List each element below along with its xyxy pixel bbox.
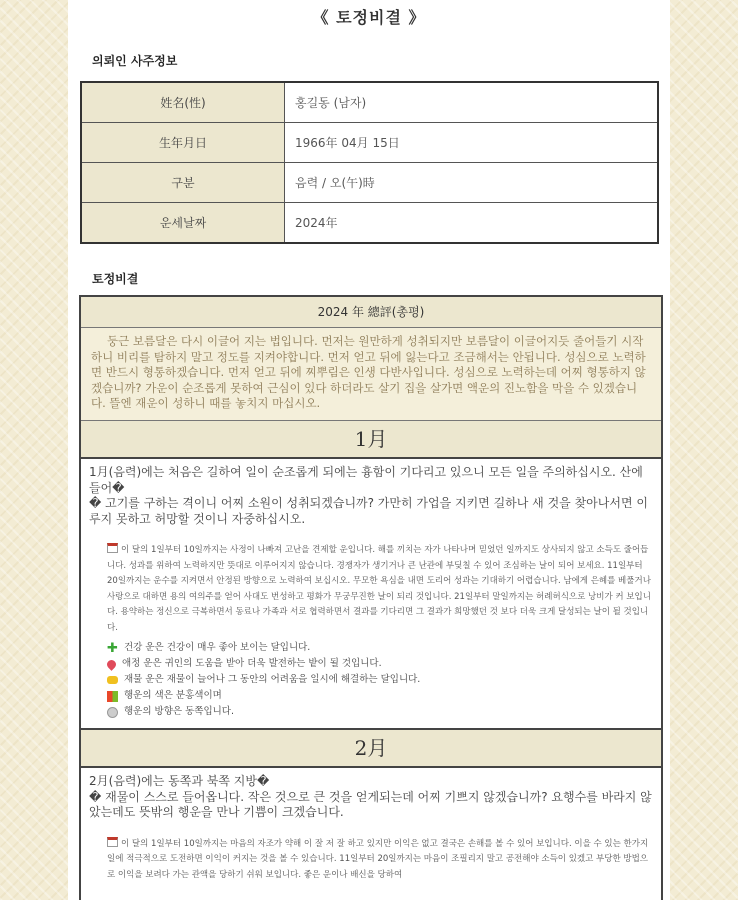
- calendar-type-label: 구분: [81, 163, 285, 203]
- love-icon: [105, 658, 118, 671]
- fortune-direction-text: 행운의 방향은 동쪽입니다.: [124, 706, 235, 717]
- document-page: [68, 0, 670, 900]
- month-detail-2: [107, 837, 651, 884]
- year-summary-text: 둥근 보름달은 다시 이글어 지는 법입니다. 먼저는 원만하게 성취되지만 보름달이 이글어지듯 줄어들기 시작하니 비리를 탐하지 말고 정도를 지켜야합니다. 먼저 얻고 뒤에 잃는다고 조금해서는 안됩니다. 성심으로 노력하면 반드시 형통하겠습니다. 먼저 얻고 뒤에 찌뿌림은 인생 다반사입니다. 성심으로 노력하는데 어찌 형통하지 않겠습니까? 가운이 순조롭게 못하여 근심이 있다 하더라도 살기 집을 살가면 액운의 진노함을 막을 수 있겠습니다. 뜰엔 재운이 성하니 때를 놓치지 마십시오.: [81, 328, 661, 421]
- name-value: 홍길동 (남자): [285, 82, 659, 123]
- list-item: [107, 688, 661, 704]
- fortune-year-value: 2024年: [285, 203, 659, 244]
- saju-info-table: [80, 81, 659, 244]
- month-heading-1: 1月: [81, 421, 661, 459]
- section-title-tojeong: 토정비결: [92, 272, 139, 286]
- list-item: [107, 656, 661, 672]
- fortune-list-1: [107, 640, 661, 720]
- fortune-health-text: 건강 운은 건강이 매우 좋아 보이는 달입니다.: [124, 642, 311, 653]
- list-item: [107, 704, 661, 720]
- table-row: [81, 123, 658, 163]
- table-row: [81, 82, 658, 123]
- section-title-saju: 의뢰인 사주정보: [92, 54, 178, 68]
- month-summary-2: 2月(음력)에는 동쪽과 북쪽 지방� � 재물이 스스로 들어옵니다. 작은 것으로 큰 것을 얻게되는데 어찌 기쁘지 않겠습니까? 요행수를 바라지 않았는데도 뜻밖의 행운을 만나 기쁨이 크겠습니다.: [89, 774, 652, 819]
- fortune-year-label: 운세날짜: [81, 203, 285, 244]
- table-row: [81, 163, 658, 203]
- calendar-type-value: 음력 / 오(午)時: [285, 163, 659, 203]
- list-item: [107, 672, 661, 688]
- month-detail-text-1: 이 달의 1일부터 10일까지는 사정이 나빠져 고난을 견제할 운입니다. 해를 끼치는 자가 나타나며 믿었던 일까지도 상사되지 않고 소득도 줄어듭니다. 성과를 위하여 노력하지만 뜻대로 이루어지지 않습니다. 경쟁자가 생기거나 큰 난관에 부딪칠 수 있어 조심하는 날이 되어 보세요. 11일부터 20일까지는 운수를 지켜면서 안정된 방향으로 노력하여 보십시오. 무모한 욕심을 내면 도리어 성과는 기대하기 어렵습니다. 남에게 은혜를 베풀거나 사랑으로 대하면 용의 여의주를 얻어 사대도 번성하고 평화가 무궁무진한 날이 되리 것입니다. 21일부터 말일까지는 허례허식으로 낭비가 커 보입니다. 용약하는 정신으로 극복하면서 동료나 가족과 서로 협력하면서 결과를 기다리면 그 결과가 희망했던 것 보다 더욱 크게 달성되는 날이 될 것입니다.: [107, 545, 651, 633]
- tojeong-result-box: [79, 295, 663, 900]
- health-icon: ✚: [107, 640, 118, 656]
- fortune-money-text: 재물 운은 재물이 늘어나 그 동안의 어려움을 일시에 해결하는 달입니다.: [124, 674, 421, 685]
- calendar-icon: [107, 837, 118, 847]
- money-icon: [107, 676, 118, 684]
- table-row: [81, 203, 658, 244]
- name-label: 姓名(性): [81, 82, 285, 123]
- month-summary-1: 1月(음력)에는 처음은 길하여 일이 순조롭게 되에는 흉함이 기다리고 있으니 모든 일을 주의하십시오. 산에 들어� � 고기를 구하는 격이니 어찌 소원이 성취되겠습니까? 가만히 가업을 지키면 길하나 새 것을 찾아나서면 이루지 못하고 허망할 것이니 자중하십시오.: [89, 465, 648, 526]
- birthdate-label: 生年月日: [81, 123, 285, 163]
- fortune-color-text: 행운의 색은 분홍색이며: [124, 690, 222, 701]
- month-detail-text-2: 이 달의 1일부터 10일까지는 마음의 자조가 약해 이 잘 저 잘 하고 있지만 이익은 없고 결국은 손해를 볼 수 있어 보입니다. 이을 수 있는 한가지 일에 적극적으로 도전하면 이익이 커지는 것을 볼 수 있습니다. 11일부터 20일까지는 마음이 조필리지 말고 공전해야 소득이 있겠고 부당한 방법으로 이익을 보려다 가는 관액을 당하기 쉬워 보입니다. 좋은 운이나 배신을 당하여: [107, 838, 649, 880]
- month-detail-1: [107, 543, 651, 636]
- month-heading-2: 2月: [81, 730, 661, 768]
- birthdate-value: 1966年 04月 15日: [285, 123, 659, 163]
- list-item: [107, 640, 661, 656]
- direction-icon: [107, 707, 118, 718]
- color-icon: [107, 691, 118, 702]
- fortune-love-text: 애정 운은 귀인의 도움을 받아 더욱 발전하는 밭이 될 것입니다.: [122, 658, 382, 669]
- page-title: 《 토정비결 》: [312, 8, 426, 27]
- year-summary-heading: 2024 年 總評(총평): [81, 297, 661, 328]
- calendar-icon: [107, 543, 118, 553]
